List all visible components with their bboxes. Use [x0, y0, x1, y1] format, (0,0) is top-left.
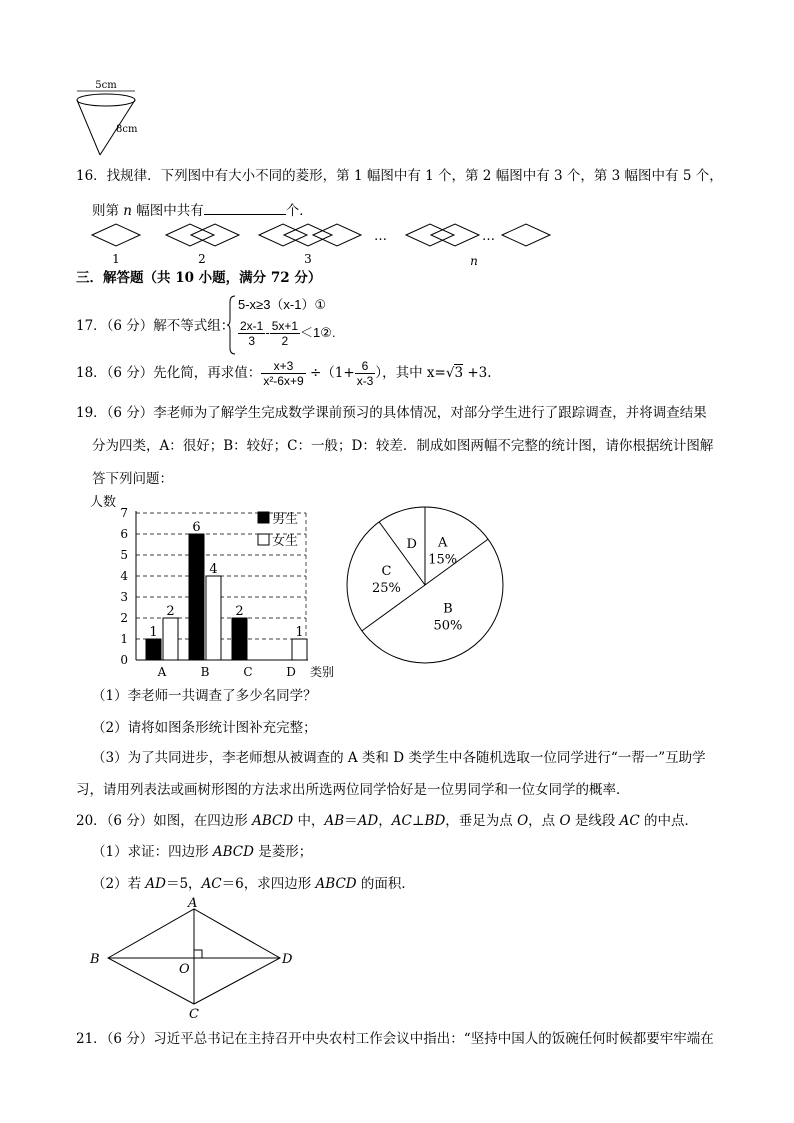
fig-label-2: 2: [198, 252, 206, 266]
cone-top-ellipse: [77, 94, 135, 106]
pie-value-label-B: 50%: [433, 618, 463, 634]
bar-value-label: 6: [192, 520, 201, 535]
bar-value-label: 4: [209, 562, 218, 577]
pie-chart: [340, 500, 510, 670]
y-tick-label: 2: [120, 611, 128, 625]
bar-value-label: 1: [295, 625, 304, 640]
x-tick-label: B: [200, 665, 210, 679]
label-c: C: [189, 1007, 199, 1022]
x-tick-label: C: [243, 665, 253, 679]
q16-answer-blank[interactable]: [204, 202, 286, 215]
y-tick-label: 6: [120, 527, 128, 541]
rhombus-fig1: [92, 224, 140, 246]
q16-n: n: [123, 203, 132, 219]
label-o: O: [179, 962, 190, 977]
q20-sub1: （1）求证：四边形 ABCD 是菱形；: [92, 844, 313, 860]
y-tick-label: 3: [120, 590, 128, 604]
q16-line2-a: 则第: [92, 203, 124, 219]
cone-figure: [66, 74, 146, 160]
y-tick-label: 4: [120, 569, 128, 583]
pie-label-D: D: [406, 537, 417, 553]
q16-line2-c: 个．: [285, 203, 313, 219]
x-axis-label: 类别: [310, 665, 335, 679]
cone-side-label: 8cm: [116, 124, 138, 135]
bar-value-label: 2: [235, 604, 244, 619]
q18-tail: +3.: [463, 365, 492, 381]
label-b: B: [90, 952, 100, 967]
q16-line2-b: 幅图中共有: [132, 203, 204, 219]
legend-label: 男生: [272, 512, 299, 527]
q19-line1: 19．（6 分）李老师为了解学生完成数学课前预习的具体情况，对部分学生进行了跟踪调查，并将调查结果: [76, 405, 707, 421]
pie-value-label-A: 15%: [428, 552, 458, 568]
bar-男生-B: [189, 534, 204, 660]
section3-title: 三．解答题（共 10 小题，满分 72 分）: [76, 270, 322, 286]
legend-swatch: [258, 534, 269, 545]
q20-line1: 20．（6 分）如图，在四边形 ABCD 中，AB＝AD，AC⊥BD，垂足为点 O，点 O 是线段 AC 的中点．: [76, 813, 699, 829]
q19-sub1: （1）李老师一共调查了多少名同学？: [92, 688, 317, 704]
q19-sub3-line2: 习，请用列表法或画树形图的方法求出所选两位同学恰好是一位男同学和一位女同学的概率．: [76, 782, 630, 798]
q18-div: ÷（1+: [305, 365, 355, 381]
rhombus-fign-last: [502, 224, 550, 246]
q19-line2: 分为四类，A：很好；B：较好；C：一般；D：较差．制成如图两幅不完整的统计图，请你根据统计图解: [92, 438, 714, 454]
pie-label-C: C: [381, 563, 392, 579]
cone-left-edge: [77, 100, 100, 155]
bar-男生-A: [146, 639, 161, 660]
pie-value-label-C: 25%: [372, 580, 401, 596]
x-tick-label: D: [286, 665, 296, 679]
bar-value-label: 2: [166, 604, 175, 619]
label-d: D: [282, 952, 293, 967]
q17-tail: ＜1②: [300, 325, 332, 340]
q17-frac1: $\frac{2x-1}{3}$: [240, 319, 264, 349]
y-tick-label: 1: [120, 632, 128, 646]
bar-女生-D: [292, 639, 307, 660]
right-angle-mark: [194, 950, 202, 958]
fign-ellipsis: …: [482, 229, 495, 244]
legend-label: 女生: [272, 534, 299, 549]
cone-top-label: 5cm: [95, 80, 117, 91]
q17-brace: [226, 294, 236, 356]
q18-line: [76, 358, 492, 388]
y-tick-label: 5: [120, 548, 128, 562]
bar-chart: [86, 492, 346, 682]
q21-line1: 21．（6 分）习近平总书记在主持召开中央农村工作会议中指出：“坚持中国人的饭碗任何时候都要牢牢端在: [76, 1031, 714, 1047]
q19-sub2: （2）请将如图条形统计图补充完整；: [92, 720, 317, 736]
bar-男生-C: [232, 618, 247, 660]
q17-prefix: 17．（6 分）解不等式组：: [76, 318, 235, 334]
q18-mid: ），其中 x=: [375, 365, 446, 381]
q16-line2: [92, 202, 313, 219]
q17-ineq2: [238, 318, 336, 348]
q17-frac2: $\frac{5x+1}{2}$: [271, 319, 299, 349]
q19-sub3-line1: （3）为了共同进步，李老师想从被调查的 A 类和 D 类学生中各随机选取一位同学进行“一帮一”互助学: [92, 750, 706, 766]
pie-label-B: B: [443, 601, 453, 617]
y-tick-label: 7: [120, 506, 128, 520]
rhombus-pattern-figure: [88, 222, 558, 268]
q17-minus: -: [265, 325, 270, 340]
x-tick-label: A: [157, 665, 167, 679]
q18-prefix: 18．（6 分）先化简，再求值：: [76, 365, 262, 381]
y-axis-label: 人数: [90, 495, 117, 510]
rhombus-abcd-figure: [84, 896, 304, 1022]
bar-value-label: 1: [149, 625, 158, 640]
q18-frac2: $\frac{6}{x-3}$: [356, 359, 374, 388]
q17-end: .: [331, 325, 336, 340]
q18-sqrt-val: 3: [454, 365, 464, 381]
q18-frac1: $\frac{x+3}{\text{x²-6x+9}}$: [263, 359, 304, 388]
q17-ineq1: 5-x≥3（x-1）①: [238, 297, 327, 312]
fig3-ellipsis: …: [374, 229, 387, 244]
rhombus-fig3-c: [313, 224, 361, 246]
label-a: A: [188, 896, 198, 911]
legend-swatch: [258, 512, 269, 523]
bar-女生-B: [206, 576, 221, 660]
q20-sub2: （2）若 AD＝5，AC＝6，求四边形 ABCD 的面积．: [92, 876, 415, 892]
y-tick-label: 0: [120, 653, 128, 667]
q19-line3: 答下列问题：: [92, 471, 173, 487]
fig-label-3: 3: [304, 252, 312, 266]
fig-label-n: n: [470, 254, 478, 268]
pie-label-A: A: [438, 535, 448, 551]
sqrt-icon: √: [445, 365, 455, 381]
fig-label-1: 1: [112, 252, 120, 266]
q16-line1: 16．找规律．下列图中有大小不同的菱形，第 1 幅图中有 1 个，第 2 幅图中有 3 个，第 3 幅图中有 5 个，: [76, 168, 723, 184]
bar-女生-A: [163, 618, 178, 660]
